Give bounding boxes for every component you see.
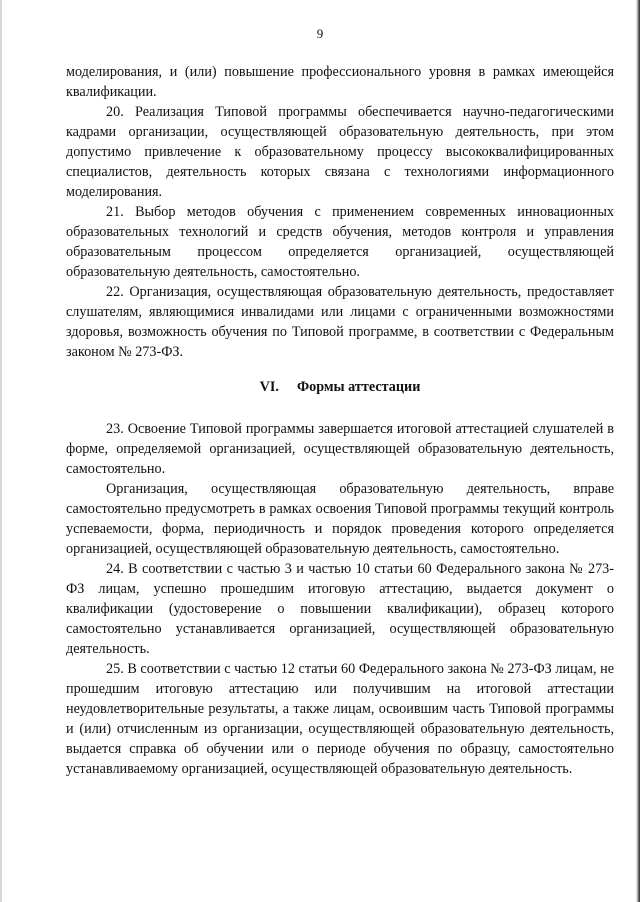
- section-title: Формы аттестации: [296, 379, 421, 395]
- paragraph-23: 23. Освоение Типовой программы завершается итоговой аттестацией слушателей в форме, определяемой организацией, осуществляющей образовательную деятельность, самостоятельно.: [66, 421, 614, 477]
- paragraph-22: 22. Организация, осуществляющая образовательную деятельность, предоставляет слушателям, являющимися инвалидами или лицами с ограниченными возможностями здоровья, возможность обучения по Типовой программе, в соответствии с Федеральным законом № 273-ФЗ.: [66, 284, 614, 360]
- section-heading: [66, 377, 614, 397]
- page-number: 9: [316, 26, 324, 41]
- paragraph-23-continued: Организация, осуществляющая образовательную деятельность, вправе самостоятельно предусмотреть в рамках освоения Типовой программы текущий контроль успеваемости, форма, периодичность и порядок проведения которого определяется организацией, осуществляющей образовательную деятельность, самостоятельно.: [66, 481, 614, 557]
- scan-edge-right: [636, 0, 640, 902]
- section-number: VI.: [259, 379, 279, 395]
- scan-edge-left: [0, 0, 2, 902]
- paragraph-20: 20. Реализация Типовой программы обеспечивается научно-педагогическими кадрами организации, осуществляющей образовательную деятельность, при этом допустимо привлечение к образовательному процессу высококвалифицированных специалистов, деятельность которых связана с технологиями информационного моделирования.: [66, 104, 614, 200]
- paragraph-24: 24. В соответствии с частью 3 и частью 10 статьи 60 Федерального закона № 273-ФЗ лицам, успешно прошедшим итоговую аттестацию, выдается документ о квалификации (удостоверение о повышении квалификации), образец которого самостоятельно устанавливается организацией, осуществляющей образовательную деятельность.: [66, 561, 614, 657]
- paragraph-21: 21. Выбор методов обучения с применением современных инновационных образовательных технологий и средств обучения, методов контроля и управления образовательным процессом определяется организацией, осуществляющей образовательную деятельность, самостоятельно.: [66, 204, 614, 280]
- paragraph-continuation: моделирования, и (или) повышение профессионального уровня в рамках имеющейся квалификации.: [66, 64, 614, 100]
- document-body: [66, 62, 614, 779]
- paragraph-25: 25. В соответствии с частью 12 статьи 60 Федерального закона № 273-ФЗ лицам, не прошедшим итоговую аттестацию или получившим на итоговой аттестации неудовлетворительные результаты, а также лицам, освоившим часть Типовой программы и (или) отчисленным из организации, осуществляющей образовательную деятельность, выдается справка об обучении или о периоде обучения по образцу, самостоятельно устанавливаемому организацией, осуществляющей образовательную деятельность.: [66, 661, 614, 777]
